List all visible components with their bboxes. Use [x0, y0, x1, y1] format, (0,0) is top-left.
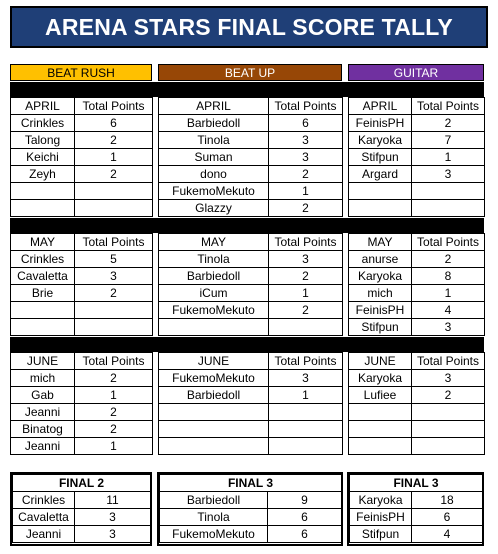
player-points: 4: [412, 302, 485, 319]
final-header: FINAL 2: [13, 475, 151, 492]
table-row: [349, 421, 485, 438]
player-points: 7: [412, 132, 485, 149]
player-points: 6: [268, 509, 342, 526]
month-header: MAY: [11, 234, 75, 251]
points-header: Total Points: [75, 98, 153, 115]
player-name: Talong: [11, 132, 75, 149]
player-points: 2: [75, 285, 153, 302]
table-row: [350, 492, 483, 509]
player-name: Cavaletta: [11, 268, 75, 285]
table-row: [13, 492, 151, 509]
table-row: [11, 268, 153, 285]
player-name: Brie: [11, 285, 75, 302]
table-row: [159, 387, 343, 404]
player-points: 1: [75, 149, 153, 166]
player-name: Karyoka: [350, 492, 412, 509]
table-row: [159, 438, 343, 455]
month-header: MAY: [349, 234, 412, 251]
table-row: [349, 132, 485, 149]
player-points: 6: [75, 115, 153, 132]
player-points: 2: [75, 404, 153, 421]
player-name: Jeanni: [11, 404, 75, 421]
month-header: JUNE: [159, 353, 269, 370]
may-guitar-table: [348, 233, 485, 336]
points-header: Total Points: [75, 353, 153, 370]
player-points: 3: [269, 370, 343, 387]
player-points: 2: [412, 387, 485, 404]
points-header: Total Points: [412, 353, 485, 370]
april-beat-up-table: [158, 97, 343, 217]
player-name: Karyoka: [349, 268, 412, 285]
player-name: Crinkles: [11, 115, 75, 132]
player-points: [412, 183, 485, 200]
points-header: Total Points: [269, 98, 343, 115]
category-header-guitar: GUITAR: [348, 64, 484, 81]
player-points: 9: [268, 492, 342, 509]
table-row: [349, 115, 485, 132]
table-row: [349, 319, 485, 336]
category-header-beat-rush: BEAT RUSH: [10, 64, 152, 81]
table-row: [350, 526, 483, 543]
june-guitar-table: [348, 352, 485, 455]
player-points: 5: [75, 251, 153, 268]
player-name: Barbiedoll: [159, 115, 269, 132]
player-name: [159, 421, 269, 438]
table-row: [160, 526, 342, 543]
player-name: FeinisPH: [350, 509, 412, 526]
table-row: [159, 149, 343, 166]
player-name: Barbiedoll: [160, 492, 268, 509]
player-name: Keichi: [11, 149, 75, 166]
player-points: 2: [269, 166, 343, 183]
april-beat-rush-table: [10, 97, 153, 217]
player-points: [269, 438, 343, 455]
category-header-beat-up: BEAT UP: [158, 64, 342, 81]
table-row: [11, 183, 153, 200]
player-name: anurse: [349, 251, 412, 268]
player-points: 2: [269, 200, 343, 217]
month-header: JUNE: [349, 353, 412, 370]
player-points: [269, 319, 343, 336]
table-row: [11, 302, 153, 319]
table-row: [160, 492, 342, 509]
player-name: FukemoMekuto: [159, 302, 269, 319]
player-name: Jeanni: [11, 438, 75, 455]
player-points: 1: [412, 149, 485, 166]
player-points: 18: [412, 492, 483, 509]
player-points: 3: [412, 319, 485, 336]
player-points: 6: [412, 509, 483, 526]
month-header: JUNE: [11, 353, 75, 370]
month-header: MAY: [159, 234, 269, 251]
table-row: [11, 285, 153, 302]
player-points: [412, 404, 485, 421]
table-row: [159, 166, 343, 183]
player-points: 8: [412, 268, 485, 285]
player-name: Barbiedoll: [159, 268, 269, 285]
player-name: FukemoMekuto: [160, 526, 268, 543]
player-name: iCum: [159, 285, 269, 302]
april-guitar-table: [348, 97, 485, 217]
player-name: [349, 183, 412, 200]
player-points: 1: [75, 387, 153, 404]
player-name: [349, 404, 412, 421]
player-name: FeinisPH: [349, 115, 412, 132]
table-row: [349, 302, 485, 319]
player-points: 1: [269, 387, 343, 404]
player-points: 11: [75, 492, 151, 509]
player-points: 3: [75, 526, 151, 543]
player-name: [11, 200, 75, 217]
player-name: Barbiedoll: [159, 387, 269, 404]
player-name: [349, 200, 412, 217]
points-header: Total Points: [269, 234, 343, 251]
player-name: [11, 183, 75, 200]
table-row: [349, 370, 485, 387]
table-row: [159, 132, 343, 149]
player-points: 1: [75, 438, 153, 455]
player-points: 1: [269, 183, 343, 200]
table-row: [159, 285, 343, 302]
table-row: [159, 251, 343, 268]
table-row: [349, 183, 485, 200]
player-points: 3: [269, 251, 343, 268]
player-name: Karyoka: [349, 370, 412, 387]
player-points: [75, 200, 153, 217]
player-points: 2: [75, 370, 153, 387]
black-band: [10, 218, 484, 233]
player-points: 2: [412, 115, 485, 132]
table-row: [11, 115, 153, 132]
table-row: [13, 509, 151, 526]
player-points: 2: [75, 166, 153, 183]
player-points: 3: [75, 268, 153, 285]
player-name: Lufiee: [349, 387, 412, 404]
player-name: Zeyh: [11, 166, 75, 183]
player-name: [159, 404, 269, 421]
table-row: [349, 200, 485, 217]
player-points: [269, 404, 343, 421]
table-row: [349, 251, 485, 268]
player-points: 4: [412, 526, 483, 543]
player-points: 3: [412, 370, 485, 387]
player-name: Stifpun: [349, 319, 412, 336]
table-row: [11, 132, 153, 149]
player-name: [11, 319, 75, 336]
player-name: Tinola: [159, 251, 269, 268]
player-points: 3: [269, 132, 343, 149]
player-name: [349, 421, 412, 438]
player-name: Tinola: [159, 132, 269, 149]
table-row: [11, 200, 153, 217]
player-points: 1: [412, 285, 485, 302]
black-band: [10, 337, 484, 352]
table-row: [159, 319, 343, 336]
table-row: [11, 438, 153, 455]
final-guitar-table: [349, 474, 483, 543]
player-name: Jeanni: [13, 526, 75, 543]
player-name: Crinkles: [13, 492, 75, 509]
player-name: Stifpun: [350, 526, 412, 543]
table-row: [11, 149, 153, 166]
player-name: [159, 319, 269, 336]
player-name: Tinola: [160, 509, 268, 526]
final-beat-rush-table: [12, 474, 151, 543]
player-name: Binatog: [11, 421, 75, 438]
player-points: 3: [412, 166, 485, 183]
player-name: FukemoMekuto: [159, 370, 269, 387]
player-points: 6: [269, 115, 343, 132]
player-name: Gab: [11, 387, 75, 404]
page-title: ARENA STARS FINAL SCORE TALLY: [10, 6, 488, 48]
table-row: [349, 166, 485, 183]
player-points: 1: [269, 285, 343, 302]
points-header: Total Points: [75, 234, 153, 251]
table-row: [159, 115, 343, 132]
player-points: 2: [75, 132, 153, 149]
player-points: 2: [269, 302, 343, 319]
table-row: [11, 166, 153, 183]
points-header: Total Points: [269, 353, 343, 370]
table-row: [11, 319, 153, 336]
table-row: [159, 302, 343, 319]
player-name: Crinkles: [11, 251, 75, 268]
month-header: APRIL: [349, 98, 412, 115]
table-row: [11, 370, 153, 387]
player-name: [159, 438, 269, 455]
points-header: Total Points: [412, 98, 485, 115]
player-name: FukemoMekuto: [159, 183, 269, 200]
player-name: Argard: [349, 166, 412, 183]
may-beat-rush-table: [10, 233, 153, 336]
table-row: [11, 404, 153, 421]
player-points: 2: [269, 268, 343, 285]
month-header: APRIL: [159, 98, 269, 115]
table-row: [11, 387, 153, 404]
may-beat-up-table: [158, 233, 343, 336]
player-name: Cavaletta: [13, 509, 75, 526]
player-points: 3: [75, 509, 151, 526]
player-points: [75, 302, 153, 319]
player-points: [412, 438, 485, 455]
player-name: [349, 438, 412, 455]
final-header: FINAL 3: [160, 475, 342, 492]
player-name: Suman: [159, 149, 269, 166]
final-beat-up-table: [159, 474, 342, 543]
player-name: [11, 302, 75, 319]
player-name: mich: [11, 370, 75, 387]
table-row: [160, 509, 342, 526]
table-row: [349, 149, 485, 166]
player-points: [75, 319, 153, 336]
table-row: [350, 509, 483, 526]
player-points: [75, 183, 153, 200]
player-points: [412, 200, 485, 217]
player-name: mich: [349, 285, 412, 302]
table-row: [159, 200, 343, 217]
table-row: [159, 370, 343, 387]
player-name: dono: [159, 166, 269, 183]
table-row: [159, 404, 343, 421]
player-points: [269, 421, 343, 438]
table-row: [159, 183, 343, 200]
player-points: 6: [268, 526, 342, 543]
table-row: [349, 285, 485, 302]
month-header: APRIL: [11, 98, 75, 115]
final-header: FINAL 3: [350, 475, 483, 492]
table-row: [349, 404, 485, 421]
player-name: FeinisPH: [349, 302, 412, 319]
table-row: [159, 421, 343, 438]
table-row: [11, 421, 153, 438]
table-row: [13, 526, 151, 543]
black-band: [10, 82, 484, 97]
player-name: Karyoka: [349, 132, 412, 149]
table-row: [349, 268, 485, 285]
points-header: Total Points: [412, 234, 485, 251]
player-points: 2: [75, 421, 153, 438]
table-row: [349, 387, 485, 404]
table-row: [11, 251, 153, 268]
table-row: [159, 268, 343, 285]
player-points: 2: [412, 251, 485, 268]
june-beat-rush-table: [10, 352, 153, 455]
player-name: Glazzy: [159, 200, 269, 217]
player-points: [412, 421, 485, 438]
player-points: 3: [269, 149, 343, 166]
table-row: [349, 438, 485, 455]
player-name: Stifpun: [349, 149, 412, 166]
june-beat-up-table: [158, 352, 343, 455]
